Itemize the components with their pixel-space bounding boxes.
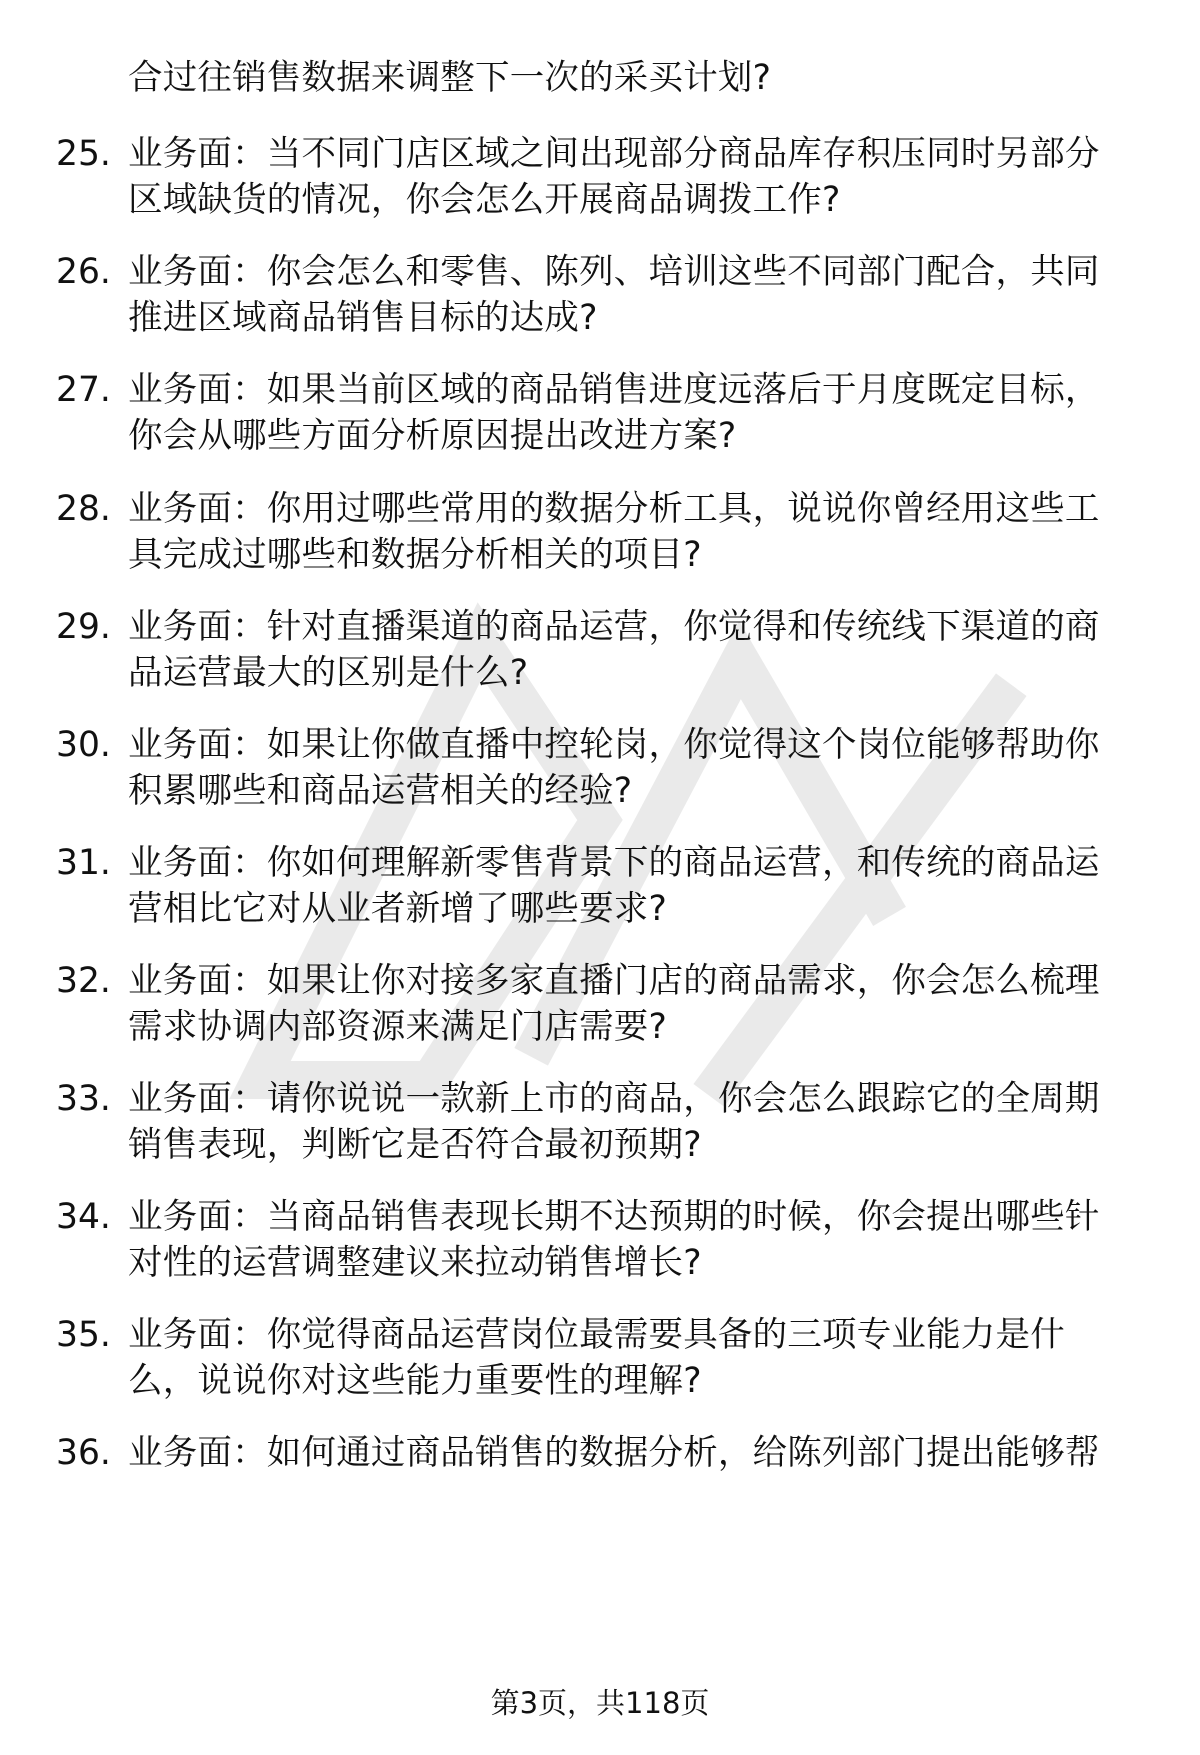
question-line-2: 品运营最大的区别是什么? xyxy=(128,653,529,693)
question-number: 27. xyxy=(56,370,111,410)
question-line-1: 业务面：请你说说一款新上市的商品，你会怎么跟踪它的全周期 xyxy=(128,1079,1100,1119)
question-line-1: 业务面：如果当前区域的商品销售进度远落后于月度既定目标， xyxy=(128,370,1100,410)
question-number: 25. xyxy=(56,134,111,174)
question-line-1: 业务面：如何通过商品销售的数据分析，给陈列部门提出能够帮 xyxy=(128,1433,1100,1473)
question-line-2: 营相比它对从业者新增了哪些要求? xyxy=(128,889,668,929)
question-line-1: 业务面：当不同门店区域之间出现部分商品库存积压同时另部分 xyxy=(128,134,1100,174)
question-number: 32. xyxy=(56,961,111,1001)
question-number: 34. xyxy=(56,1197,111,1237)
question-line-1: 业务面：你觉得商品运营岗位最需要具备的三项专业能力是什 xyxy=(128,1315,1065,1355)
question-line-2: 你会从哪些方面分析原因提出改进方案? xyxy=(128,416,737,456)
question-number: 31. xyxy=(56,843,111,883)
question-line-2: 么，说说你对这些能力重要性的理解? xyxy=(128,1361,702,1401)
page-footer: 第3页，共118页 xyxy=(490,1686,710,1720)
question-line-1: 业务面：如果让你做直播中控轮岗，你觉得这个岗位能够帮助你 xyxy=(128,725,1100,765)
question-line-2: 具完成过哪些和数据分析相关的项目? xyxy=(128,535,702,575)
question-number: 33. xyxy=(56,1079,111,1119)
question-number: 28. xyxy=(56,489,111,529)
question-line-2: 销售表现，判断它是否符合最初预期? xyxy=(128,1125,702,1165)
question-line-2: 区域缺货的情况，你会怎么开展商品调拨工作? xyxy=(128,180,841,220)
question-line-1: 业务面：如果让你对接多家直播门店的商品需求，你会怎么梳理 xyxy=(128,961,1100,1001)
question-line-2: 积累哪些和商品运营相关的经验? xyxy=(128,771,633,811)
question-line-1: 业务面：当商品销售表现长期不达预期的时候，你会提出哪些针 xyxy=(128,1197,1100,1237)
question-line-2: 需求协调内部资源来满足门店需要? xyxy=(128,1007,668,1047)
question-line-2: 推进区域商品销售目标的达成? xyxy=(128,298,598,338)
question-number: 30. xyxy=(56,725,111,765)
question-number: 26. xyxy=(56,252,111,292)
continuation-line: 合过往销售数据来调整下一次的采买计划? xyxy=(128,58,772,98)
question-line-1: 业务面：你会怎么和零售、陈列、培训这些不同部门配合，共同 xyxy=(128,252,1100,292)
question-line-1: 业务面：你如何理解新零售背景下的商品运营，和传统的商品运 xyxy=(128,843,1100,883)
question-line-1: 业务面：针对直播渠道的商品运营，你觉得和传统线下渠道的商 xyxy=(128,607,1100,647)
question-number: 29. xyxy=(56,607,111,647)
question-line-2: 对性的运营调整建议来拉动销售增长? xyxy=(128,1243,702,1283)
question-number: 35. xyxy=(56,1315,111,1355)
question-number: 36. xyxy=(56,1433,111,1473)
question-line-1: 业务面：你用过哪些常用的数据分析工具，说说你曾经用这些工 xyxy=(128,489,1100,529)
